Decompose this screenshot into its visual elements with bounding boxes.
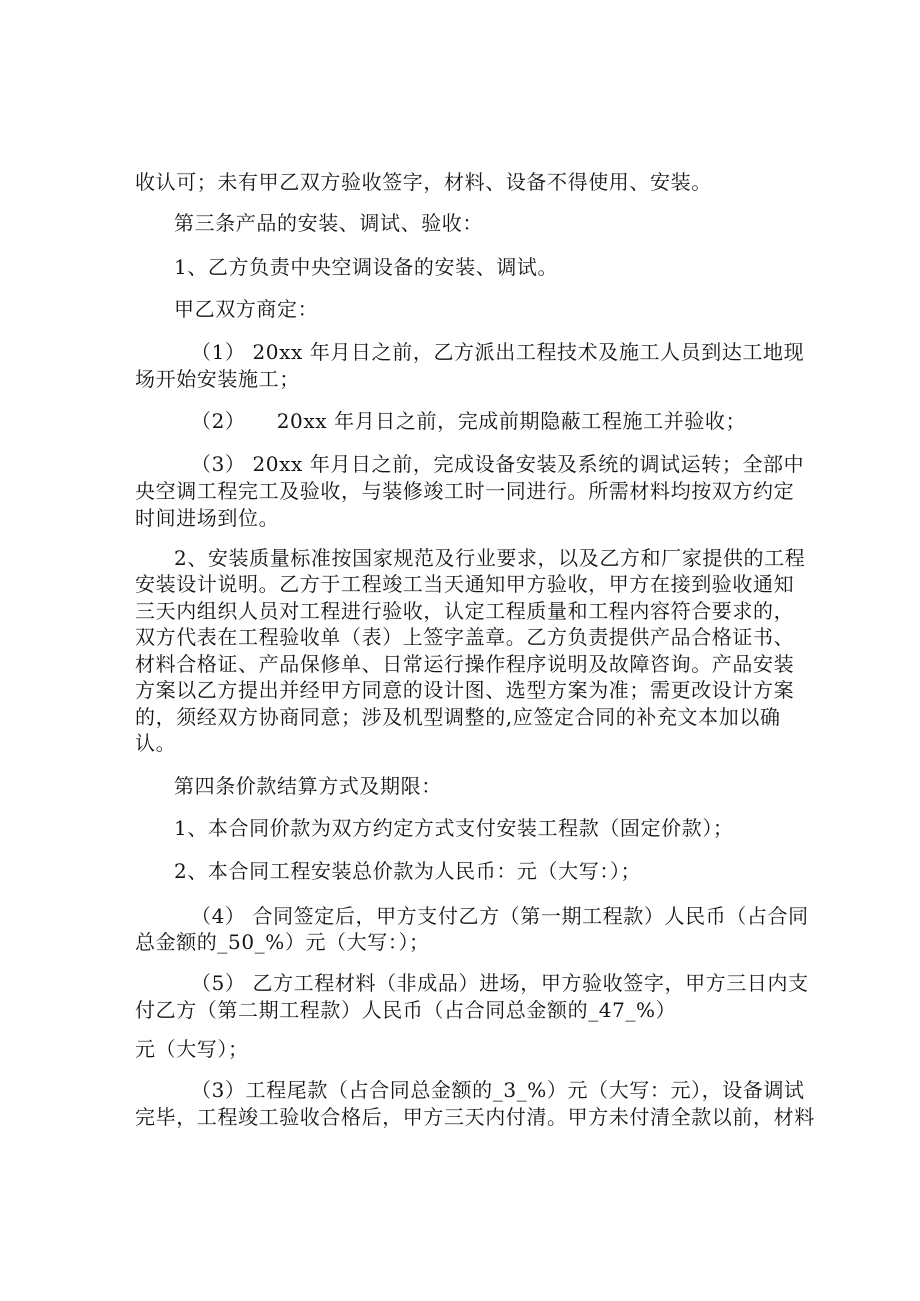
- text-line: 央空调工程完工及验收，与装修竣工时一同进行。所需材料均按双方约定: [135, 479, 795, 503]
- text-line: 2、本合同工程安装总价款为人民币：元（大写：）；: [174, 859, 642, 883]
- text-line: 安装设计说明。乙方于工程竣工当天通知甲方验收，甲方在接到验收通知: [135, 572, 795, 596]
- text-line: （4） 合同签定后，甲方支付乙方（第一期工程款）人民币（占合同: [191, 904, 809, 928]
- section-heading: 第三条产品的安装、调试、验收：: [174, 211, 483, 235]
- text-line: （3）工程尾款（占合同总金额的_3_%）元（大写：元），设备调试: [191, 1078, 805, 1102]
- text-line: 材料合格证、产品保修单、日常运行操作程序说明及故障咨询。产品安装: [135, 652, 795, 676]
- text-line: 2、安装质量标准按国家规范及行业要求，以及乙方和厂家提供的工程: [174, 546, 806, 570]
- text-line: 的，须经双方协商同意；涉及机型调整的,应签定合同的补充文本加以确: [135, 705, 781, 729]
- section-heading: 第四条价款结算方式及期限：: [174, 774, 442, 798]
- text-line: 甲乙双方商定：: [174, 297, 319, 321]
- text-line: 1、本合同价款为双方约定方式支付安装工程款（固定价款）；: [174, 816, 734, 840]
- text-line: （1） 20xx 年月日之前，乙方派出工程技术及施工人员到达工地现: [191, 340, 805, 364]
- text-line: 1、乙方负责中央空调设备的安装、调试。: [174, 255, 559, 279]
- text-line: （3） 20xx 年月日之前，完成设备安装及系统的调试运转；全部中: [191, 452, 805, 476]
- text-line: 双方代表在工程验收单（表）上签字盖章。乙方负责提供产品合格证书、: [135, 625, 795, 649]
- text-line: 场开始安装施工；: [135, 367, 300, 391]
- text-line: 认。: [135, 731, 177, 755]
- text-line: 总金额的_50_%）元（大写：）；: [135, 930, 430, 954]
- text-line: 完毕，工程竣工验收合格后，甲方三天内付清。甲方未付清全款以前，材料: [135, 1105, 815, 1129]
- text-line: 收认可；未有甲乙双方验收签字，材料、设备不得使用、安装。: [135, 170, 712, 194]
- text-line: 时间进场到位。: [135, 506, 280, 530]
- text-line: 三天内组织人员对工程进行验收，认定工程质量和工程内容符合要求的，: [135, 599, 795, 623]
- text-line: 元（大写）；: [135, 1037, 249, 1061]
- text-line: 方案以乙方提出并经甲方同意的设计图、选型方案为准；需更改设计方案: [135, 678, 795, 702]
- text-line: （5） 乙方工程材料（非成品）进场，甲方验收签字，甲方三日内支: [191, 971, 809, 995]
- text-line: 付乙方（第二期工程款）人民币（占合同总金额的_47_%）: [135, 998, 677, 1022]
- text-line: （2） 20xx 年月日之前，完成前期隐蔽工程施工并验收；: [191, 409, 747, 433]
